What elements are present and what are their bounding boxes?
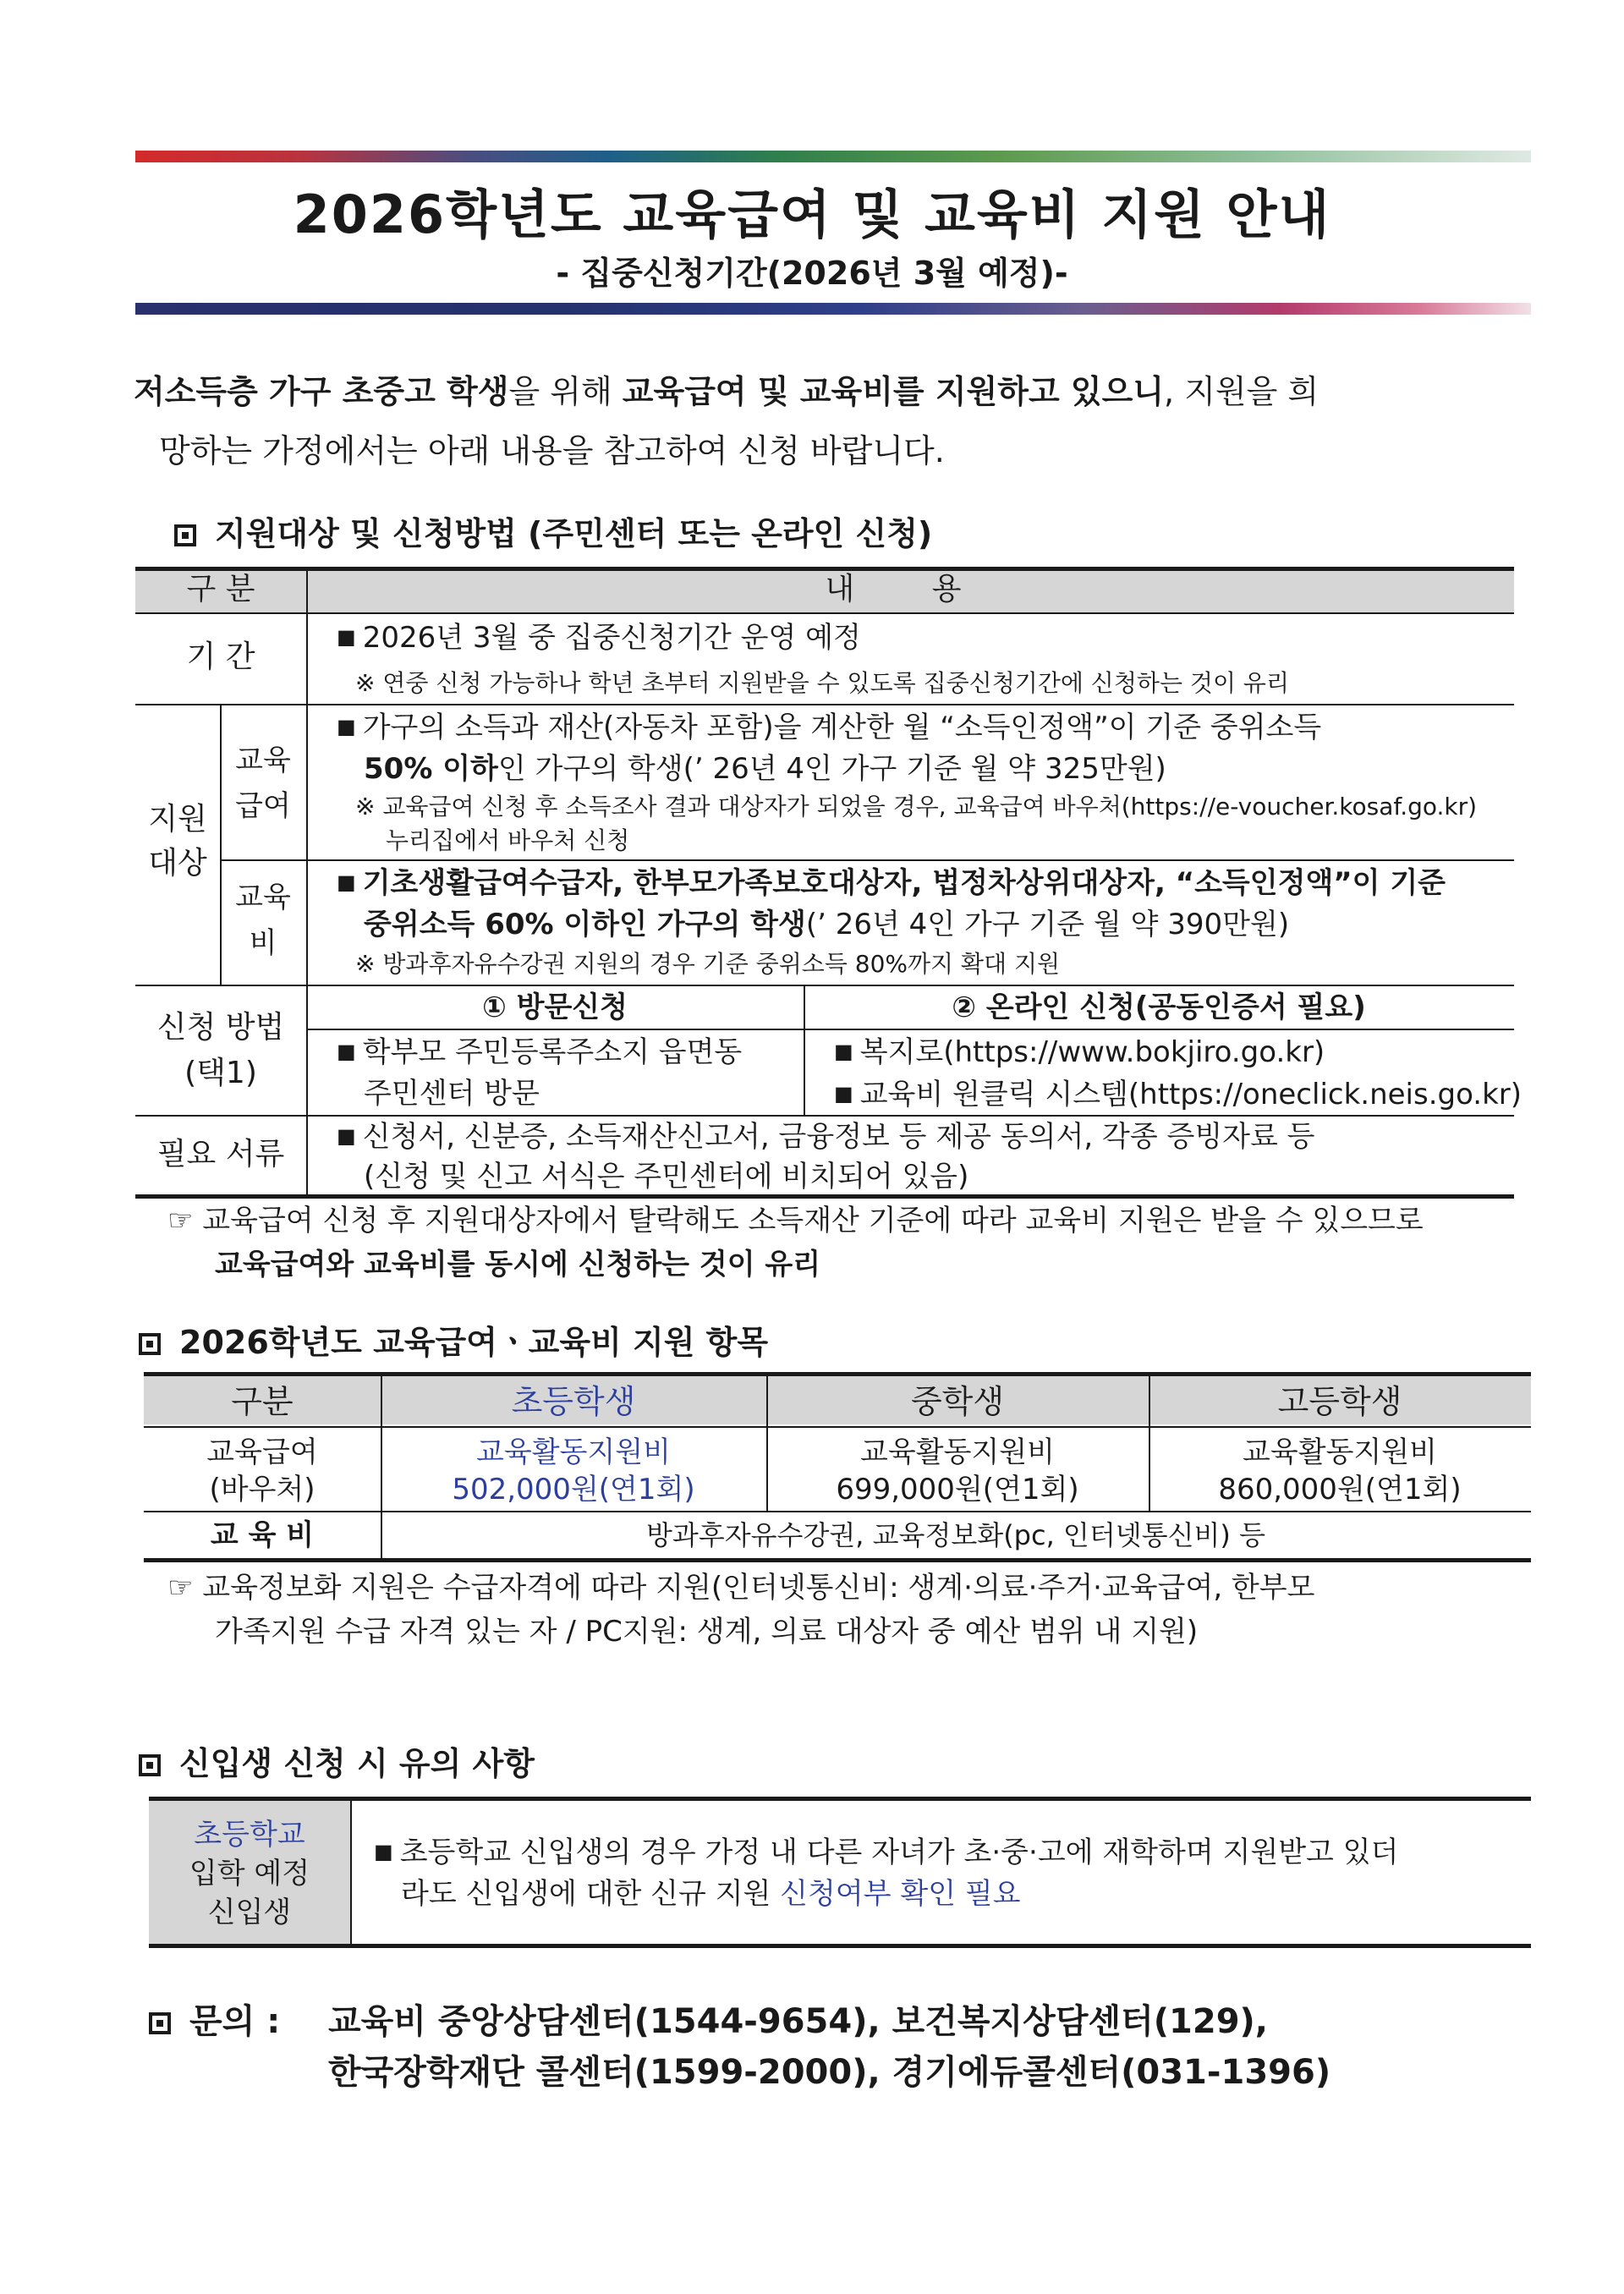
edu-benefit-threshold: 50% 이하 [364,752,498,786]
square-bullet-icon [139,1754,161,1776]
table-top-border [149,1797,1531,1801]
column-header-content: 내 용 [825,572,996,606]
intro-text-2: , 지원을 희 [1164,373,1320,410]
page-title: 2026학년도 교육급여 및 교육비 지원 안내 [293,184,1331,245]
high-amount: 860,000원(연1회) [1218,1473,1462,1506]
divider [144,1511,1531,1512]
freshman-label-3: 신입생 [207,1896,292,1929]
elementary-amount: 502,000원(연1회) [452,1473,695,1506]
intro-line-2: 망하는 가정에서는 아래 내용을 참고하여 신청 바랍니다. [159,432,945,469]
intro-emphasis-2: 교육급여 및 교육비를 지원하고 있으니 [622,373,1165,410]
freshman-notice-line-2 [401,1873,1021,1915]
sub-label-edu-cost-1: 교육 [235,881,291,914]
edu-benefit-note-2: 누리집에서 바우처 신청 [386,826,630,854]
method-visit-line-2: 주민센터 방문 [364,1077,540,1111]
sub-label-edu-benefit-1: 교육 [235,744,291,777]
table-bottom-border [149,1944,1531,1948]
middle-amount: 699,000원(연1회) [836,1473,1079,1506]
contact-line-2: 한국장학재단 콜센터(1599-2000), 경기에듀콜센터(031-1396) [328,2053,1331,2092]
sub-label-edu-benefit-2: 급여 [235,789,291,823]
freshman-label-2: 입학 예정 [189,1857,310,1891]
edu-cost-threshold-text: (’ 26년 4인 가구 기준 월 약 390만원) [805,908,1290,941]
contact-info [149,1996,280,2047]
square-bullet-icon [174,524,196,546]
square-bullet-icon [139,1333,161,1355]
freshman-notice-line-1: ■ 초등학교 신입생의 경우 가정 내 다른 자녀가 초·중·고에 재학하며 지원받고 있더 [374,1830,1398,1874]
row-label-target-1: 지원 [148,802,207,837]
row-label-edu-cost: 교 육 비 [210,1518,315,1552]
section1-heading [174,508,932,554]
intro-text-1: 을 위해 [508,373,623,410]
page-subtitle: - 집중신청기간(2026년 3월 예정)- [556,255,1068,292]
section1-heading-text: 지원대상 및 신청방법 (주민센터 또는 온라인 신청) [215,515,933,552]
section1-tip-line-2: 교육급여와 교육비를 동시에 신청하는 것이 유리 [215,1248,821,1281]
row-label-method-2: (택1) [184,1056,257,1090]
intro-paragraph [134,362,1529,480]
section3-heading [139,1737,535,1784]
divider [306,568,308,1196]
column-header-high: 고등학생 [1277,1383,1402,1420]
method-online-line-1: ■ 복지로(https://www.bokjiro.go.kr) [834,1030,1325,1073]
period-main: ■ 2026년 3월 중 집중신청기간 운영 예정 [337,616,861,659]
section2-tip-line-1: ☞ 교육정보화 지원은 수급자격에 따라 지원(인터넷통신비: 생계·의료·주거·교육급여, 한부모 [167,1571,1315,1605]
table-bottom-border [144,1558,1531,1562]
edu-benefit-note-1: ※ 교육급여 신청 후 소득조사 결과 대상자가 되었을 경우, 교육급여 바우처(https://e-voucher.kosaf.go.kr) [355,793,1478,820]
divider [135,612,1514,614]
freshman-notice-emphasis: 신청여부 확인 필요 [780,1877,1021,1911]
edu-benefit-line-2 [364,748,1166,790]
row-label-documents: 필요 서류 [156,1137,285,1172]
section1-tip-line-1: ☞ 교육급여 신청 후 지원대상자에서 탈락해도 소득재산 기준에 따라 교육비 지원은 받을 수 있으므로 [167,1204,1424,1238]
freshman-label-1: 초등학교 [194,1818,305,1852]
row-label-target-2: 대상 [148,846,207,881]
column-header-elementary: 초등학생 [511,1383,636,1420]
column-header-category: 구 분 [186,572,255,606]
sub-label-edu-cost-2: 비 [249,926,277,960]
section3-heading-text: 신입생 신청 시 유의 사항 [179,1745,535,1782]
column-header-middle: 중학생 [910,1383,1005,1420]
intro-emphasis-1: 저소득층 가구 초중고 학생 [134,373,509,410]
method-online-header: ② 온라인 신청(공동인증서 필요) [952,991,1366,1024]
edu-cost-line-2 [364,903,1289,946]
row-label-period: 기 간 [186,639,255,674]
row-label-method-1: 신청 방법 [156,1010,285,1045]
documents-line-2: (신청 및 신고 서식은 주민센터에 비치되어 있음) [364,1160,969,1194]
elementary-amount-label: 교육활동지원비 [476,1435,671,1469]
middle-amount-label: 교육활동지원비 [860,1435,1055,1469]
section2-tip-line-2: 가족지원 수급 자격 있는 자 / PC지원: 생계, 의료 대상자 중 예산 범위 내 지원) [215,1615,1199,1649]
method-visit-line-1: ■ 학부모 주민등록주소지 읍면동 [337,1030,742,1073]
intro-line-1 [134,362,1529,421]
divider [350,1800,352,1946]
method-online-line-2: ■ 교육비 원클릭 시스템(https://oneclick.neis.go.kr) [834,1073,1522,1116]
high-amount-label: 교육활동지원비 [1243,1435,1437,1469]
column-header-category: 구분 [231,1383,294,1420]
freshman-notice-text: 라도 신입생에 대한 신규 지원 [401,1877,781,1911]
row-label-edu-benefit-2: (바우처) [209,1473,315,1506]
row-label-edu-benefit-1: 교육급여 [206,1435,318,1469]
period-note: ※ 연중 신청 가능하나 학년 초부터 지원받을 수 있도록 집중신청기간에 신청하는 것이 유리 [355,669,1289,697]
edu-cost-note: ※ 방과후자유수강권 지원의 경우 기준 중위소득 80%까지 확대 지원 [355,950,1061,978]
section2-heading [139,1316,768,1363]
header-bottom-gradient-bar [135,303,1531,315]
table-top-border [144,1372,1531,1376]
edu-cost-line-1: ■ 기초생활급여수급자, 한부모가족보호대상자, 법정차상위대상자, “소득인정액”이 기준 [337,861,1446,904]
edu-benefit-line-1: ■ 가구의 소득과 재산(자동차 포함)을 계산한 월 “소득인정액”이 기준 중위소득 [337,705,1321,749]
edu-cost-threshold: 중위소득 60% 이하인 가구의 학생 [364,908,806,941]
edu-benefit-threshold-text: 인 가구의 학생(’ 26년 4인 가구 기준 월 약 325만원) [497,752,1166,786]
method-visit-header: ① 방문신청 [482,991,628,1024]
edu-cost-items: 방과후자유수강권, 교육정보화(pc, 인터넷통신비) 등 [646,1519,1265,1551]
contact-label: 문의 : [189,2002,281,2041]
documents-line-1: ■ 신청서, 신분증, 소득재산신고서, 금융정보 등 제공 동의서, 각종 증빙자료 등 [337,1115,1315,1158]
divider [144,1426,1531,1428]
section2-heading-text: 2026학년도 교육급여ㆍ교육비 지원 항목 [179,1324,769,1361]
contact-line-1: 교육비 중앙상담센터(1544-9654), 보건복지상담센터(129), [328,2002,1269,2041]
header-top-gradient-bar [135,151,1531,162]
square-bullet-icon [149,2012,171,2034]
